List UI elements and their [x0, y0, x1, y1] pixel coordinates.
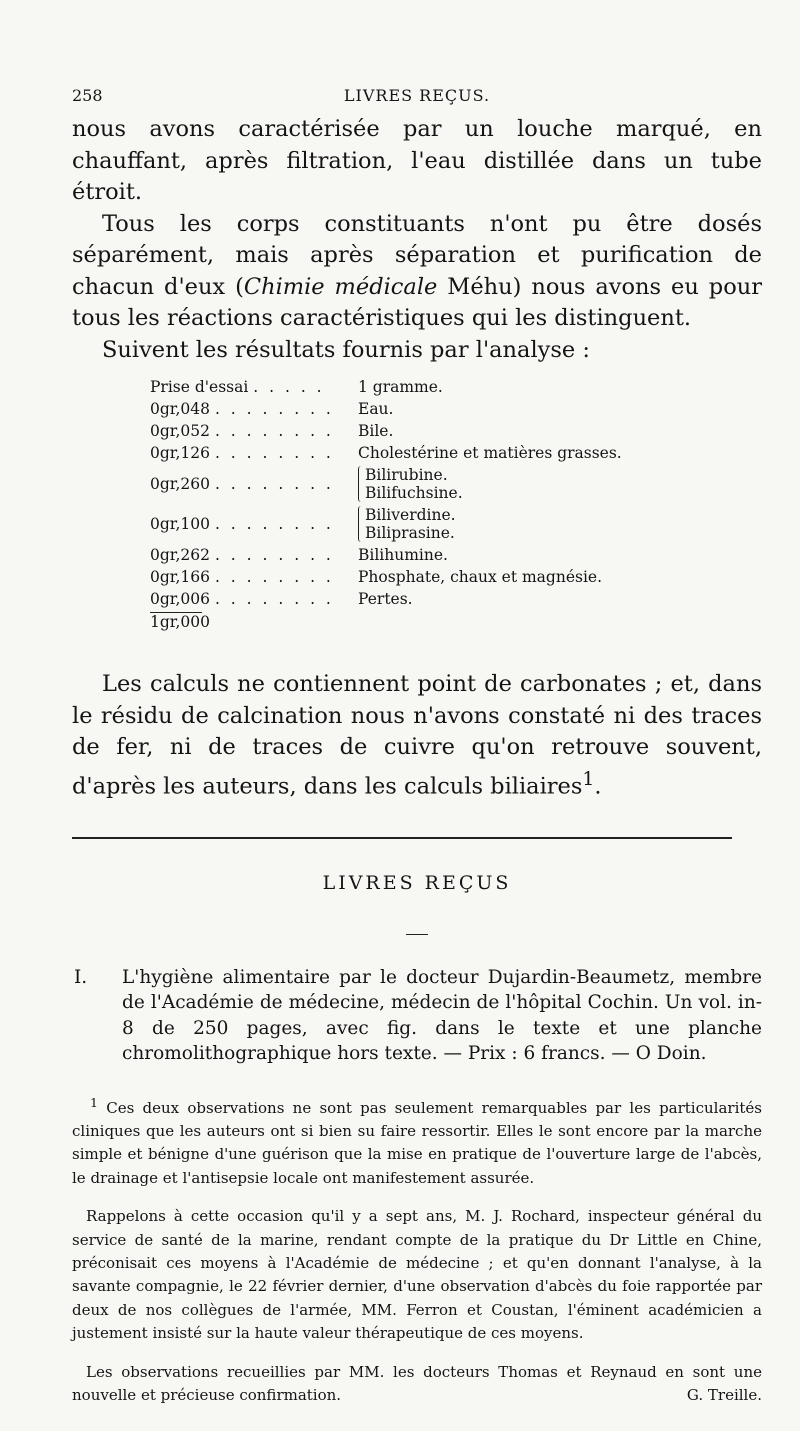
- page: [72, 78, 762, 1422]
- footnote-1-text: Ces deux observations ne sont pas seulement remarquables par les particularités cliniques que les auteurs ont si bien su faire ressortir. Elles le sont encore par la marche simple et bénigne d'une guérison que la mise en pratique de l'ouverture large de l'abcès, le drainage et l'antisepsie locale ont manifestement assurée.: [72, 1098, 762, 1187]
- footnote-3: [72, 1361, 762, 1408]
- analysis-quantity: [150, 422, 358, 440]
- paragraph-constituents-end: Méhu) nous avons eu pour tous les réactions caractéristiques qui les distinguent.: [72, 273, 762, 331]
- leader-dots: . . . . . . . .: [214, 475, 334, 493]
- book-title-italic: Chimie médicale: [243, 273, 438, 300]
- analysis-row: [150, 398, 762, 420]
- analysis-description: Phosphate, chaux et magnésie.: [358, 568, 603, 586]
- analysis-quantity: [150, 515, 358, 533]
- leader-dots: . . . . . . . .: [214, 568, 334, 586]
- leader-dots: . . . . .: [253, 378, 325, 396]
- analysis-description: Pertes.: [358, 590, 413, 608]
- footnote-1: [72, 1091, 762, 1191]
- leader-dots: . . . . . . . .: [214, 590, 334, 608]
- analysis-row: [150, 442, 762, 464]
- conclusion-end: .: [594, 773, 602, 799]
- analysis-row: [150, 376, 762, 398]
- analysis-quantity: [150, 378, 358, 396]
- leader-dots: . . . . . . . .: [214, 546, 334, 564]
- running-header: [72, 78, 762, 114]
- leader-dots: . . . . . . . .: [214, 422, 334, 440]
- analysis-quantity: [150, 546, 358, 564]
- analysis-description: Cholestérine et matières grasses.: [358, 444, 622, 462]
- analysis-value: 0gr,166: [150, 568, 211, 586]
- analysis-row: [150, 464, 762, 504]
- analysis-table: [150, 376, 762, 631]
- section-divider: [72, 837, 732, 839]
- footnote-3-text: Les observations recueillies par MM. les docteurs Thomas et Reynaud en sont une nouvelle et précieuse confirmation.: [72, 1362, 762, 1404]
- analysis-quantity: [150, 568, 358, 586]
- analysis-quantity: [150, 475, 358, 493]
- leader-dots: . . . . . . . .: [214, 515, 334, 533]
- review-number: I.: [74, 966, 88, 988]
- analysis-value: 0gr,262: [150, 546, 211, 564]
- analysis-value: 0gr,260: [150, 475, 211, 493]
- analysis-quantity: [150, 590, 358, 608]
- section-dash: [406, 934, 428, 935]
- analysis-description: Bilifuchsine.: [365, 484, 463, 502]
- analysis-value: 0gr,126: [150, 444, 211, 462]
- analysis-description: Eau.: [358, 400, 394, 418]
- paragraph-constituents-start: Tous les corps constituants n'ont pu être dosés séparément, mais après séparation et purification de chacun d'eux (: [72, 210, 762, 300]
- paragraph-conclusion: [72, 669, 762, 803]
- analysis-brace-group: [358, 506, 762, 542]
- running-title: LIVRES REÇUS.: [343, 86, 491, 105]
- analysis-total: 1gr,000: [150, 613, 211, 631]
- analysis-row: [150, 504, 762, 544]
- analysis-value: 0gr,052: [150, 422, 211, 440]
- paragraph-constituents: [72, 209, 762, 335]
- review-text: L'hygiène alimentaire par le docteur Dujardin-Beaumetz, membre de l'Académie de médecine, médecin de l'hôpital Cochin. Un vol. in-8 de 250 pages, avec fig. dans le texte et une planche chromolithographique hors texte. — Prix : 6 francs. — O Doin.: [122, 966, 762, 1064]
- analysis-description: Bile.: [358, 422, 394, 440]
- page-number: 258: [72, 86, 103, 105]
- review-entry: [72, 965, 762, 1067]
- analysis-quantity: [150, 400, 358, 418]
- footnote-reference: 1: [582, 768, 595, 790]
- leader-dots: . . . . . . . .: [214, 400, 334, 418]
- analysis-value: 0gr,006: [150, 590, 211, 608]
- analysis-description: Biliverdine.: [365, 506, 456, 524]
- analysis-row: [150, 544, 762, 566]
- analysis-description: Bilihumine.: [358, 546, 448, 564]
- paragraph-continuation: nous avons caractérisée par un louche marqué, en chauffant, après filtration, l'eau distillée dans un tube étroit.: [72, 116, 762, 205]
- analysis-label: Prise d'essai: [150, 378, 249, 396]
- footnote-mark: 1: [90, 1094, 98, 1110]
- analysis-brace-group: [358, 466, 762, 502]
- analysis-description: 1 gramme.: [358, 378, 443, 396]
- analysis-description: Bilirubine.: [365, 466, 448, 484]
- analysis-description: Biliprasine.: [365, 524, 455, 542]
- analysis-value: 0gr,100: [150, 515, 211, 533]
- analysis-quantity: [150, 444, 358, 462]
- footnote-2: Rappelons à cette occasion qu'il y a sept ans, M. J. Rochard, inspecteur général du service de santé de la marine, rendant compte de la pratique du Dr Little en Chine, préconisait ces moyens à l'Académie de médecine ; et qu'en donnant l'analyse, à la savante compagnie, le 22 février dernier, d'une observation d'abcès du foie rapportée par deux de nos collègues de l'armée, MM. Ferron et Coustan, l'éminent académicien a justement insisté sur la haute valeur thérapeutique de ces moyens.: [72, 1207, 762, 1343]
- conclusion-text: Les calculs ne contiennent point de carbonates ; et, dans le résidu de calcination nous n'avons constaté ni des traces de fer, ni de traces de cuivre qu'on retrouve souvent, d'après les auteurs, dans les calculs biliaires: [72, 671, 762, 799]
- leader-dots: . . . . . . . .: [214, 444, 334, 462]
- analysis-row: [150, 588, 762, 610]
- analysis-row: [150, 420, 762, 442]
- analysis-row: [150, 566, 762, 588]
- signature: G. Treille.: [686, 1385, 762, 1404]
- paragraph-results-intro: Suivent les résultats fournis par l'analyse :: [102, 336, 590, 363]
- analysis-value: 0gr,048: [150, 400, 211, 418]
- section-title: LIVRES REÇUS: [322, 871, 512, 894]
